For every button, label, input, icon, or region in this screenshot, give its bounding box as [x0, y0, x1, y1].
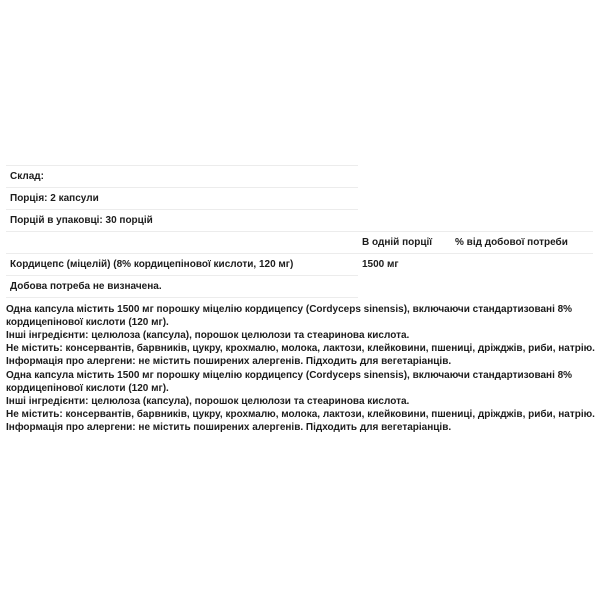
allergen-info: Інформація про алергени: не містить поширених алергенів. Підходить для вегетаріанців. [6, 422, 452, 433]
description-text-continued: кордицепінової кислоти (120 мг). [6, 383, 169, 394]
footnote-row [6, 275, 358, 298]
description-block-2 [6, 369, 596, 434]
table-row [6, 253, 593, 275]
allergen-info: Інформація про алергени: не містить поширених алергенів. Підходить для вегетаріанців. [6, 356, 452, 367]
does-not-contain: Не містить: консервантів, барвників, цукру, крохмалю, молока, лактози, клейковини, пшениці, дріжджів, риби, натрію. [6, 343, 595, 354]
description-text: Одна капсула містить 1500 мг порошку міцелію кордицепсу (Cordyceps sinensis), включаючи стандартизовані 8% [6, 304, 573, 315]
servings-per-container: Порцій в упаковці: 30 порцій [10, 215, 153, 226]
table-header-row [6, 231, 593, 253]
serving-size: Порція: 2 капсули [10, 193, 99, 204]
composition-row [6, 165, 358, 187]
ingredient-name: Кордицепс (міцелій) (8% кордицепінової кислоти, 120 мг) [10, 259, 294, 270]
supplement-facts-table [6, 165, 593, 298]
description-text: Одна капсула містить 1500 мг порошку міцелію кордицепсу (Cordyceps sinensis), включаючи стандартизовані 8% [6, 370, 573, 381]
description-block-1 [6, 303, 596, 368]
serving-size-row [6, 187, 358, 209]
column-header-daily-value: % від добової потреби [455, 237, 568, 248]
description-text-continued: кордицепінової кислоти (120 мг). [6, 317, 169, 328]
ingredient-amount: 1500 мг [362, 259, 399, 270]
composition-label: Склад: [10, 171, 44, 182]
does-not-contain: Не містить: консервантів, барвників, цукру, крохмалю, молока, лактози, клейковини, пшениці, дріжджів, риби, натрію. [6, 409, 595, 420]
column-header-amount: В одній порції [362, 237, 433, 248]
daily-value-footnote: Добова потреба не визначена. [10, 281, 162, 292]
other-ingredients: Інші інгредієнти: целюлоза (капсула), порошок целюлози та стеаринова кислота. [6, 330, 410, 341]
other-ingredients: Інші інгредієнти: целюлоза (капсула), порошок целюлози та стеаринова кислота. [6, 396, 410, 407]
servings-per-container-row [6, 209, 358, 231]
